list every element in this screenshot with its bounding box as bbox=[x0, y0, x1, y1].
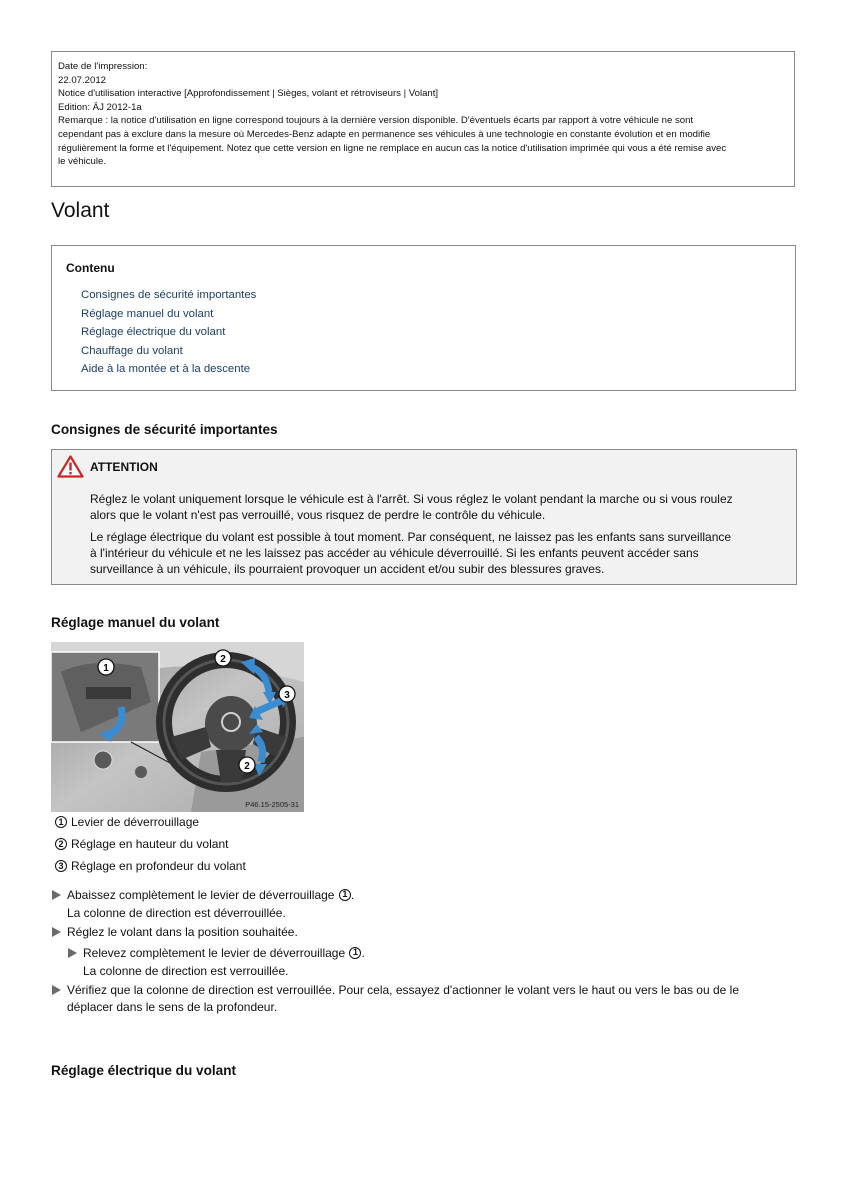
print-date: 22.07.2012 bbox=[58, 74, 107, 86]
toc-link-heating[interactable]: Chauffage du volant bbox=[81, 344, 183, 357]
step-bullet-icon bbox=[52, 985, 61, 995]
step-period: . bbox=[350, 888, 355, 902]
warning-line: Le réglage électrique du volant est possible à tout moment. Par conséquent, ne laissez pas les enfants sans surveillance bbox=[90, 530, 732, 544]
substep-bullet-icon bbox=[68, 948, 77, 958]
warning-title: ATTENTION bbox=[90, 460, 158, 474]
step-1-result: La colonne de direction est déverrouillée. bbox=[67, 906, 286, 920]
number-2-icon: 2 bbox=[55, 838, 67, 850]
step-text: déplacer dans le sens de la profondeur. bbox=[67, 1000, 278, 1014]
step-3 bbox=[83, 945, 365, 962]
step-bullet-icon bbox=[52, 927, 61, 937]
warning-line: Réglez le volant uniquement lorsque le véhicule est à l'arrêt. Si vous réglez le volant pendant la marche ou si vous roulez bbox=[90, 492, 733, 506]
safety-heading: Consignes de sécurité importantes bbox=[51, 422, 278, 437]
legend-item bbox=[55, 836, 228, 852]
electric-heading: Réglage électrique du volant bbox=[51, 1063, 237, 1078]
step-text: Abaissez complètement le levier de déverrouillage bbox=[67, 888, 335, 902]
legend-item bbox=[55, 858, 246, 874]
figure-code: P46.15-2505-31 bbox=[245, 800, 299, 809]
callout-label: 3 bbox=[284, 690, 290, 701]
number-1-icon: 1 bbox=[349, 947, 361, 959]
steering-wheel-icon bbox=[51, 642, 304, 812]
steering-wheel-illustration bbox=[51, 642, 304, 812]
toc-box bbox=[51, 245, 796, 391]
toc-list bbox=[81, 286, 256, 379]
notice-breadcrumb: Notice d'utilisation interactive [Approfondissement | Sièges, volant et rétroviseurs | Volant] bbox=[58, 88, 439, 100]
toc-link-electric[interactable]: Réglage électrique du volant bbox=[81, 326, 226, 339]
callout-label: 1 bbox=[103, 663, 109, 674]
callout-label: 2 bbox=[244, 761, 250, 772]
warning-paragraph bbox=[90, 529, 786, 577]
number-1-icon: 1 bbox=[339, 889, 351, 901]
number-3-icon: 3 bbox=[55, 860, 67, 872]
warning-triangle-icon bbox=[57, 455, 84, 478]
warning-line: à l'intérieur du véhicule et ne les laissez pas accéder au véhicule déverrouillé. Si les enfants peuvent accéder sans bbox=[90, 546, 699, 560]
step-text: Relevez complètement le levier de déverrouillage bbox=[83, 946, 346, 960]
step-text: Vérifiez que la colonne de direction est verrouillée. Pour cela, essayez d'actionner le volant vers le haut ou vers le bas ou de le bbox=[67, 983, 740, 997]
step-4 bbox=[67, 982, 797, 1016]
toc-title: Contenu bbox=[66, 261, 115, 275]
legend-text: Levier de déverrouillage bbox=[71, 815, 200, 829]
callout-label: 2 bbox=[220, 654, 226, 665]
manual-heading: Réglage manuel du volant bbox=[51, 615, 220, 630]
page-title: Volant bbox=[51, 199, 110, 222]
toc-link-safety[interactable]: Consignes de sécurité importantes bbox=[81, 289, 257, 301]
step-bullet-icon bbox=[52, 890, 61, 900]
toc-link-manual[interactable]: Réglage manuel du volant bbox=[81, 307, 214, 320]
warning-line: alors que le volant n'est pas verrouillé, vous risquez de perdre le contrôle du véhicule. bbox=[90, 508, 546, 522]
warning-paragraph bbox=[90, 491, 786, 523]
step-period: . bbox=[361, 946, 365, 960]
warning-line: surveillance à un véhicule, ils pourraient provoquer un accident et/ou subir des blessures graves. bbox=[90, 562, 605, 576]
edition: Edition: ÄJ 2012-1a bbox=[58, 101, 142, 113]
legend-text: Réglage en hauteur du volant bbox=[71, 837, 229, 851]
step-2: Réglez le volant dans la position souhaitée. bbox=[67, 925, 298, 939]
legend-text: Réglage en profondeur du volant bbox=[71, 859, 246, 873]
warning-box bbox=[51, 449, 797, 585]
legend-item bbox=[55, 814, 199, 830]
remark-line: Remarque : la notice d'utilisation en ligne correspond toujours à la dernière version disponible. D'éventuels écarts par rapport à votre véhicule ne sont bbox=[58, 115, 694, 127]
remark-line: régulièrement la forme et l'équipement. Notez que cette version en ligne ne remplace en aucun cas la notice d'utilisation imprimée qui vous a été remise avec bbox=[58, 142, 727, 154]
step-3-result: La colonne de direction est verrouillée. bbox=[83, 964, 289, 978]
remark-line: cependant pas à exclure dans la mesure où Mercedes-Benz adapte en permanence ses véhicules à une technologie en constante évolution et en modifie bbox=[58, 128, 711, 140]
toc-link-entry-aid[interactable]: Aide à la montée et à la descente bbox=[81, 363, 251, 376]
remark-line: le véhicule. bbox=[58, 156, 106, 168]
print-date-label: Date de l'impression: bbox=[58, 61, 148, 72]
print-info-box bbox=[51, 51, 795, 187]
number-1-icon: 1 bbox=[55, 816, 67, 828]
step-1 bbox=[67, 887, 354, 904]
